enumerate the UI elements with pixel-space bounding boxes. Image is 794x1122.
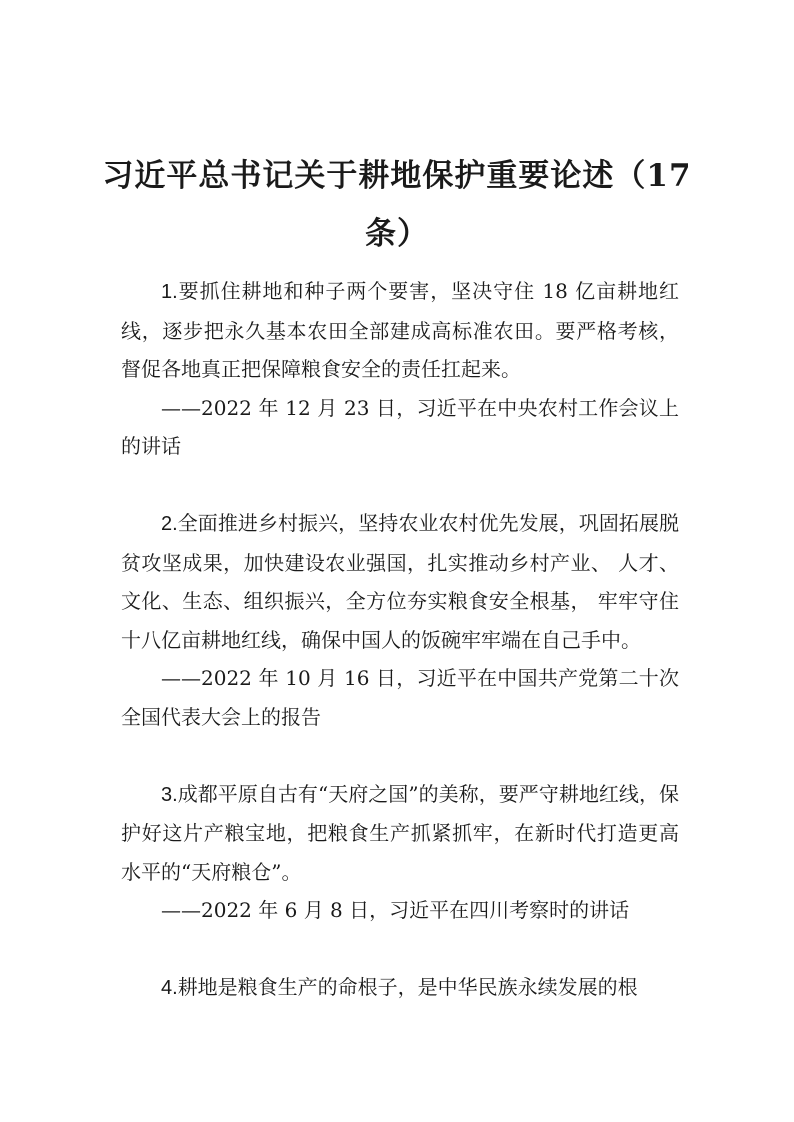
quote-item-2 (121, 504, 679, 736)
item-number: 4. (161, 977, 178, 999)
quote-source: ——2022 年 6 月 8 日，习近平在四川考察时的讲话 (161, 898, 630, 922)
item-number: 2. (161, 513, 178, 535)
item-number: 3. (161, 783, 178, 806)
quote-item-4 (121, 968, 679, 1008)
item-number: 1. (161, 281, 178, 303)
quote-text (121, 968, 679, 1008)
item-text: 全面推进乡村振兴，坚持农业农村优先发展，巩固拓展脱贫攻坚成果，加快建设农业强国，扎实推动乡村产业、 人才、文化、生态、组织振兴，全方位夯实粮食安全根基， 牢牢守住十八亿亩耕地红线，确保中国人的饭碗牢牢端在自己手中。 (121, 511, 679, 652)
quote-text (121, 775, 679, 892)
quote-item-3 (121, 775, 679, 930)
quote-text (121, 504, 679, 659)
item-text: 成都平原自古有“天府之国”的美称，要严守耕地红线，保护好这片产粮宝地，把粮食生产抓紧抓牢，在新时代打造更高水平的“天府粮仓”。 (121, 781, 679, 884)
document-body (121, 272, 679, 1046)
quote-source: ——2022 年 12 月 23 日，习近平在中央农村工作会议上的讲话 (121, 395, 679, 458)
quote-text (121, 272, 679, 389)
item-text: 要抓住耕地和种子两个要害，坚决守住 18 亿亩耕地红线，逐步把永久基本农田全部建成高标准农田。要严格考核，督促各地真正把保障粮食安全的责任扛起来。 (121, 279, 679, 381)
document-title: 习近平总书记关于耕地保护重要论述（17条） (102, 157, 692, 252)
quote-item-1 (121, 272, 679, 466)
item-text: 耕地是粮食生产的命根子，是中华民族永续发展的根 (177, 975, 638, 999)
quote-source: ——2022 年 10 月 16 日，习近平在中国共产党第二十次全国代表大会上的报告 (121, 666, 679, 729)
